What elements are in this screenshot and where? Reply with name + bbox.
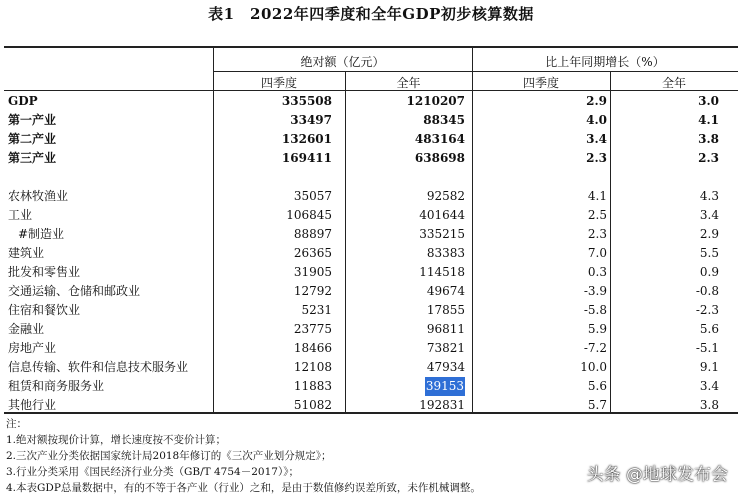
year-value: 483164 — [414, 132, 465, 146]
year-value: 638698 — [414, 151, 465, 165]
q4-value: 106845 — [286, 208, 332, 222]
year-value-selected[interactable]: 39153 — [425, 377, 465, 396]
row-label: 交通运输、仓储和邮政业 — [8, 284, 141, 298]
q4-value: 5231 — [301, 303, 332, 317]
header-mid-rule — [213, 71, 738, 72]
table-row-industry — [0, 206, 742, 225]
table-notes — [6, 416, 481, 496]
table-row-transport — [0, 282, 742, 301]
row-label: 租赁和商务服务业 — [8, 379, 105, 393]
year-growth: 2.3 — [698, 151, 719, 165]
table-row-other — [0, 396, 742, 415]
year-growth: 5.6 — [699, 322, 719, 336]
year-value: 1210207 — [406, 94, 465, 108]
q4-value: 169411 — [281, 151, 332, 165]
q4-value: 88897 — [293, 227, 332, 241]
q4-growth: 5.7 — [587, 398, 607, 412]
year-value: 335215 — [419, 227, 465, 241]
note-4: 4.本表GDP总量数据中，有的不等于各产业（行业）之和，是由于数值修约误差所致，未作机械调整。 — [6, 482, 481, 494]
q4-growth: 2.3 — [586, 151, 607, 165]
table-row-leasing — [0, 377, 742, 396]
q4-value: 335508 — [281, 94, 332, 108]
q4-growth: -5.8 — [583, 303, 607, 317]
header-absolute-value: 绝对额（亿元） — [300, 55, 385, 69]
top-rule — [4, 46, 738, 48]
q4-growth: 7.0 — [587, 246, 607, 260]
year-growth: 2.9 — [699, 227, 719, 241]
header-q4: 四季度 — [260, 76, 297, 90]
q4-growth: 10.0 — [580, 360, 607, 374]
q4-growth: 2.5 — [587, 208, 607, 222]
year-value: 92582 — [426, 189, 465, 203]
row-label: 第三产业 — [8, 151, 57, 165]
q4-growth: 3.4 — [586, 132, 607, 146]
year-growth: -0.8 — [695, 284, 719, 298]
year-growth: 0.9 — [699, 265, 719, 279]
note-2: 2.三次产业分类依据国家统计局2018年修订的《三次产业划分规定》； — [6, 450, 332, 462]
header-year: 全年 — [396, 76, 421, 90]
year-value: 47934 — [426, 360, 465, 374]
row-label: 农林牧渔业 — [8, 189, 69, 203]
year-value: 96811 — [426, 322, 465, 336]
q4-growth: 2.3 — [587, 227, 607, 241]
table-row-accommodation — [0, 301, 742, 320]
q4-value: 26365 — [293, 246, 332, 260]
table-row-real-estate — [0, 339, 742, 358]
year-growth: 5.5 — [699, 246, 719, 260]
year-growth: 3.4 — [699, 208, 719, 222]
header-growth-rate: 比上年同期增长（%） — [545, 55, 665, 69]
q4-value: 51082 — [293, 398, 332, 412]
q4-value: 12108 — [293, 360, 332, 374]
row-label: 其他行业 — [8, 398, 57, 412]
year-growth: 3.0 — [698, 94, 719, 108]
row-label: #制造业 — [18, 227, 65, 241]
watermark: 头条 @地球发布会 — [586, 465, 728, 485]
year-growth: 3.8 — [699, 398, 719, 412]
q4-growth: 5.9 — [587, 322, 607, 336]
table-row-manufacturing — [0, 225, 742, 244]
year-value: 88345 — [423, 113, 465, 127]
table-row-secondary — [0, 130, 742, 149]
year-value: 83383 — [426, 246, 465, 260]
q4-value: 11883 — [293, 379, 332, 393]
table-row-agriculture — [0, 187, 742, 206]
year-growth: 4.3 — [699, 189, 719, 203]
year-value: 401644 — [419, 208, 465, 222]
year-value: 73821 — [426, 341, 465, 355]
note-3: 3.行业分类采用《国民经济行业分类（GB/T 4754－2017）》； — [6, 466, 299, 478]
table-row-tertiary — [0, 149, 742, 168]
table-title: 表1 2022年四季度和全年GDP初步核算数据 — [208, 5, 534, 23]
q4-growth: 4.1 — [587, 189, 607, 203]
row-label: 住宿和餐饮业 — [8, 303, 81, 317]
year-value: 49674 — [426, 284, 465, 298]
q4-value: 23775 — [293, 322, 332, 336]
q4-value: 31905 — [293, 265, 332, 279]
header-year-growth: 全年 — [661, 76, 686, 90]
year-growth: -5.1 — [695, 341, 719, 355]
q4-value: 132601 — [281, 132, 332, 146]
q4-growth: -3.9 — [583, 284, 607, 298]
row-label: 工业 — [8, 208, 33, 222]
q4-growth: 4.0 — [586, 113, 607, 127]
row-label: 金融业 — [8, 322, 45, 336]
q4-value: 18466 — [293, 341, 332, 355]
header-q4-growth: 四季度 — [522, 76, 559, 90]
note-1: 1.绝对额按现价计算，增长速度按不变价计算； — [6, 434, 227, 446]
row-label: GDP — [8, 94, 38, 108]
year-value: 114518 — [419, 265, 465, 279]
row-label: 信息传输、软件和信息技术服务业 — [8, 360, 189, 374]
notes-heading: 注： — [6, 418, 27, 430]
q4-value: 33497 — [290, 113, 332, 127]
row-label: 批发和零售业 — [8, 265, 81, 279]
year-value: 192831 — [419, 398, 465, 412]
q4-value: 12792 — [293, 284, 332, 298]
q4-growth: 0.3 — [587, 265, 607, 279]
year-value: 17855 — [426, 303, 465, 317]
row-label: 第二产业 — [8, 132, 57, 146]
table-row-gdp — [0, 92, 742, 111]
table-row-finance — [0, 320, 742, 339]
year-growth: -2.3 — [695, 303, 719, 317]
table-row-primary — [0, 111, 742, 130]
row-label: 房地产业 — [8, 341, 57, 355]
table-row-construction — [0, 244, 742, 263]
row-label: 建筑业 — [8, 246, 45, 260]
year-growth: 3.4 — [699, 379, 719, 393]
q4-growth: -7.2 — [583, 341, 607, 355]
table-row-wholesale-retail — [0, 263, 742, 282]
table-row-it — [0, 358, 742, 377]
q4-growth: 2.9 — [586, 94, 607, 108]
year-growth: 9.1 — [699, 360, 719, 374]
year-growth: 3.8 — [698, 132, 719, 146]
q4-growth: 5.6 — [587, 379, 607, 393]
row-label: 第一产业 — [8, 113, 57, 127]
q4-value: 35057 — [293, 189, 332, 203]
year-growth: 4.1 — [698, 113, 719, 127]
